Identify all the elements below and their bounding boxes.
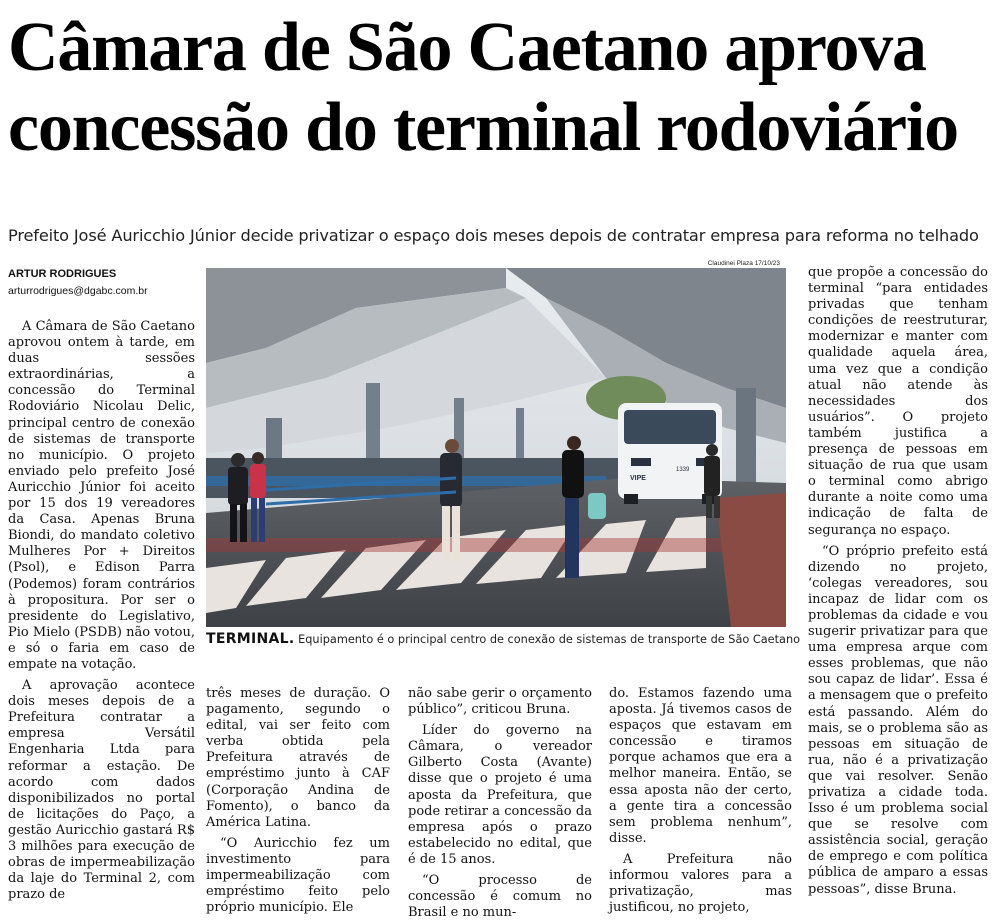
photo-credit: Claudinei Plaza 17/10/23: [707, 260, 780, 267]
caption-text: Equipamento é o principal centro de conexão de sistemas de transporte de São Caetano: [294, 633, 801, 646]
paragraph: A Câmara de São Caetano aprovou ontem à tarde, em duas sessões extraordinárias, a concessão do Terminal Rodoviário Nicolau Delic, principal centro de conexão de sistemas de transporte no município. O projeto enviado pelo prefeito José Auricchio Júnior foi aceito por 15 dos 19 vereadores da Casa. Apenas Bruna Biondi, do mandato coletivo Mulheres Por + Direitos (Psol), e Edison Parra (Podemos) foram contrários à propositura. Por ser o presidente do Legislativo, Pio Mielo (PSDB) não votou, e só o faria em caso de empate na votação.: [8, 319, 195, 672]
terminal-illustration: [206, 268, 786, 627]
article-column-1: [8, 319, 195, 903]
article-column-5: [808, 265, 988, 898]
subheadline: Prefeito José Auricchio Júnior decide privatizar o espaço dois meses depois de contratar empresa para reforma no telhado: [8, 226, 979, 245]
bus-sign: VIPE: [630, 475, 646, 482]
photo-caption: [206, 631, 801, 647]
byline-email: arturrodrigues@dgabc.com.br: [8, 285, 148, 297]
terminal-photo: [206, 268, 786, 627]
bus-number: 1339: [676, 467, 690, 473]
article-column-3: [408, 686, 592, 921]
article-column-4: [609, 686, 792, 916]
shopping-bag: [588, 493, 606, 519]
paragraph: não sabe gerir o orçamento público”, criticou Bruna.: [408, 686, 592, 718]
paragraph: “O próprio prefeito está dizendo no projeto, ‘colegas vereadores, sou incapaz de lidar com os problemas da cidade e vou sugerir privatizar para que uma empresa arque com esses problemas, que não sou capaz de lidar’. Essa é a mensagem que o prefeito está passando. Além do mais, se o problema são as pessoas em situação de rua, não é a privatização que vai resolver. Senão privatiza a cidade toda. Isso é um problema social que se resolve com assistência social, geração de emprego e com política pública de amparo a essas pessoas”, disse Bruna.: [808, 543, 988, 897]
photo-credit-area: [206, 0, 786, 270]
paragraph: A aprovação acontece dois meses depois de a Prefeitura contratar a empresa Versátil Engenharia Ltda para reformar a estação. De acordo com dados disponibilizados no portal de licitações do Paço, a gestão Auricchio gastará R$ 3 milhões para execução de obras de impermeabilização da laje do Terminal 2, com prazo de: [8, 678, 195, 903]
caption-lead: TERMINAL.: [206, 631, 295, 647]
headline: Câmara de São Caetano aprova concessão do terminal rodoviário: [8, 9, 958, 166]
paragraph: do. Estamos fazendo uma aposta. Já tivemos casos de espaços que estavam em concessão e tiramos porque achamos que era a melhor maneira. Então, se essa aposta não der certo, a gente tira a concessão sem problema nenhum”, disse.: [609, 686, 792, 846]
article-column-2: [206, 686, 390, 916]
paragraph: “O Auricchio fez um investimento para impermeabilização com empréstimo feito pelo próprio município. Ele: [206, 835, 390, 916]
byline-author: ARTUR RODRIGUES: [8, 268, 117, 280]
paragraph: “O processo de concessão é comum no Brasil e no mun-: [408, 873, 592, 921]
paragraph: que propõe a concessão do terminal “para entidades privadas que tenham condições de reestruturar, modernizar e manter com qualidade aquela área, uma vez que a condição atual não atende às necessidades dos usuários”. O projeto também justifica a presença de pessoas em situação de rua que usam o terminal como abrigo durante a noite como uma indicação de falta de segurança no espaço.: [808, 265, 988, 538]
paragraph: três meses de duração. O pagamento, segundo o edital, vai ser feito com verba obtida pela Prefeitura através de empréstimo junto à CAF (Corporação Andina de Fomento), o banco da América Latina.: [206, 686, 390, 830]
paragraph: A Prefeitura não informou valores para a privatização, mas justificou, no projeto,: [609, 851, 792, 916]
paragraph: Líder do governo na Câmara, o vereador Gilberto Costa (Avante) disse que o projeto é uma aposta da Prefeitura, que pode retirar a concessão da empresa após o prazo estabelecido no edital, que é de 15 anos.: [408, 723, 592, 867]
